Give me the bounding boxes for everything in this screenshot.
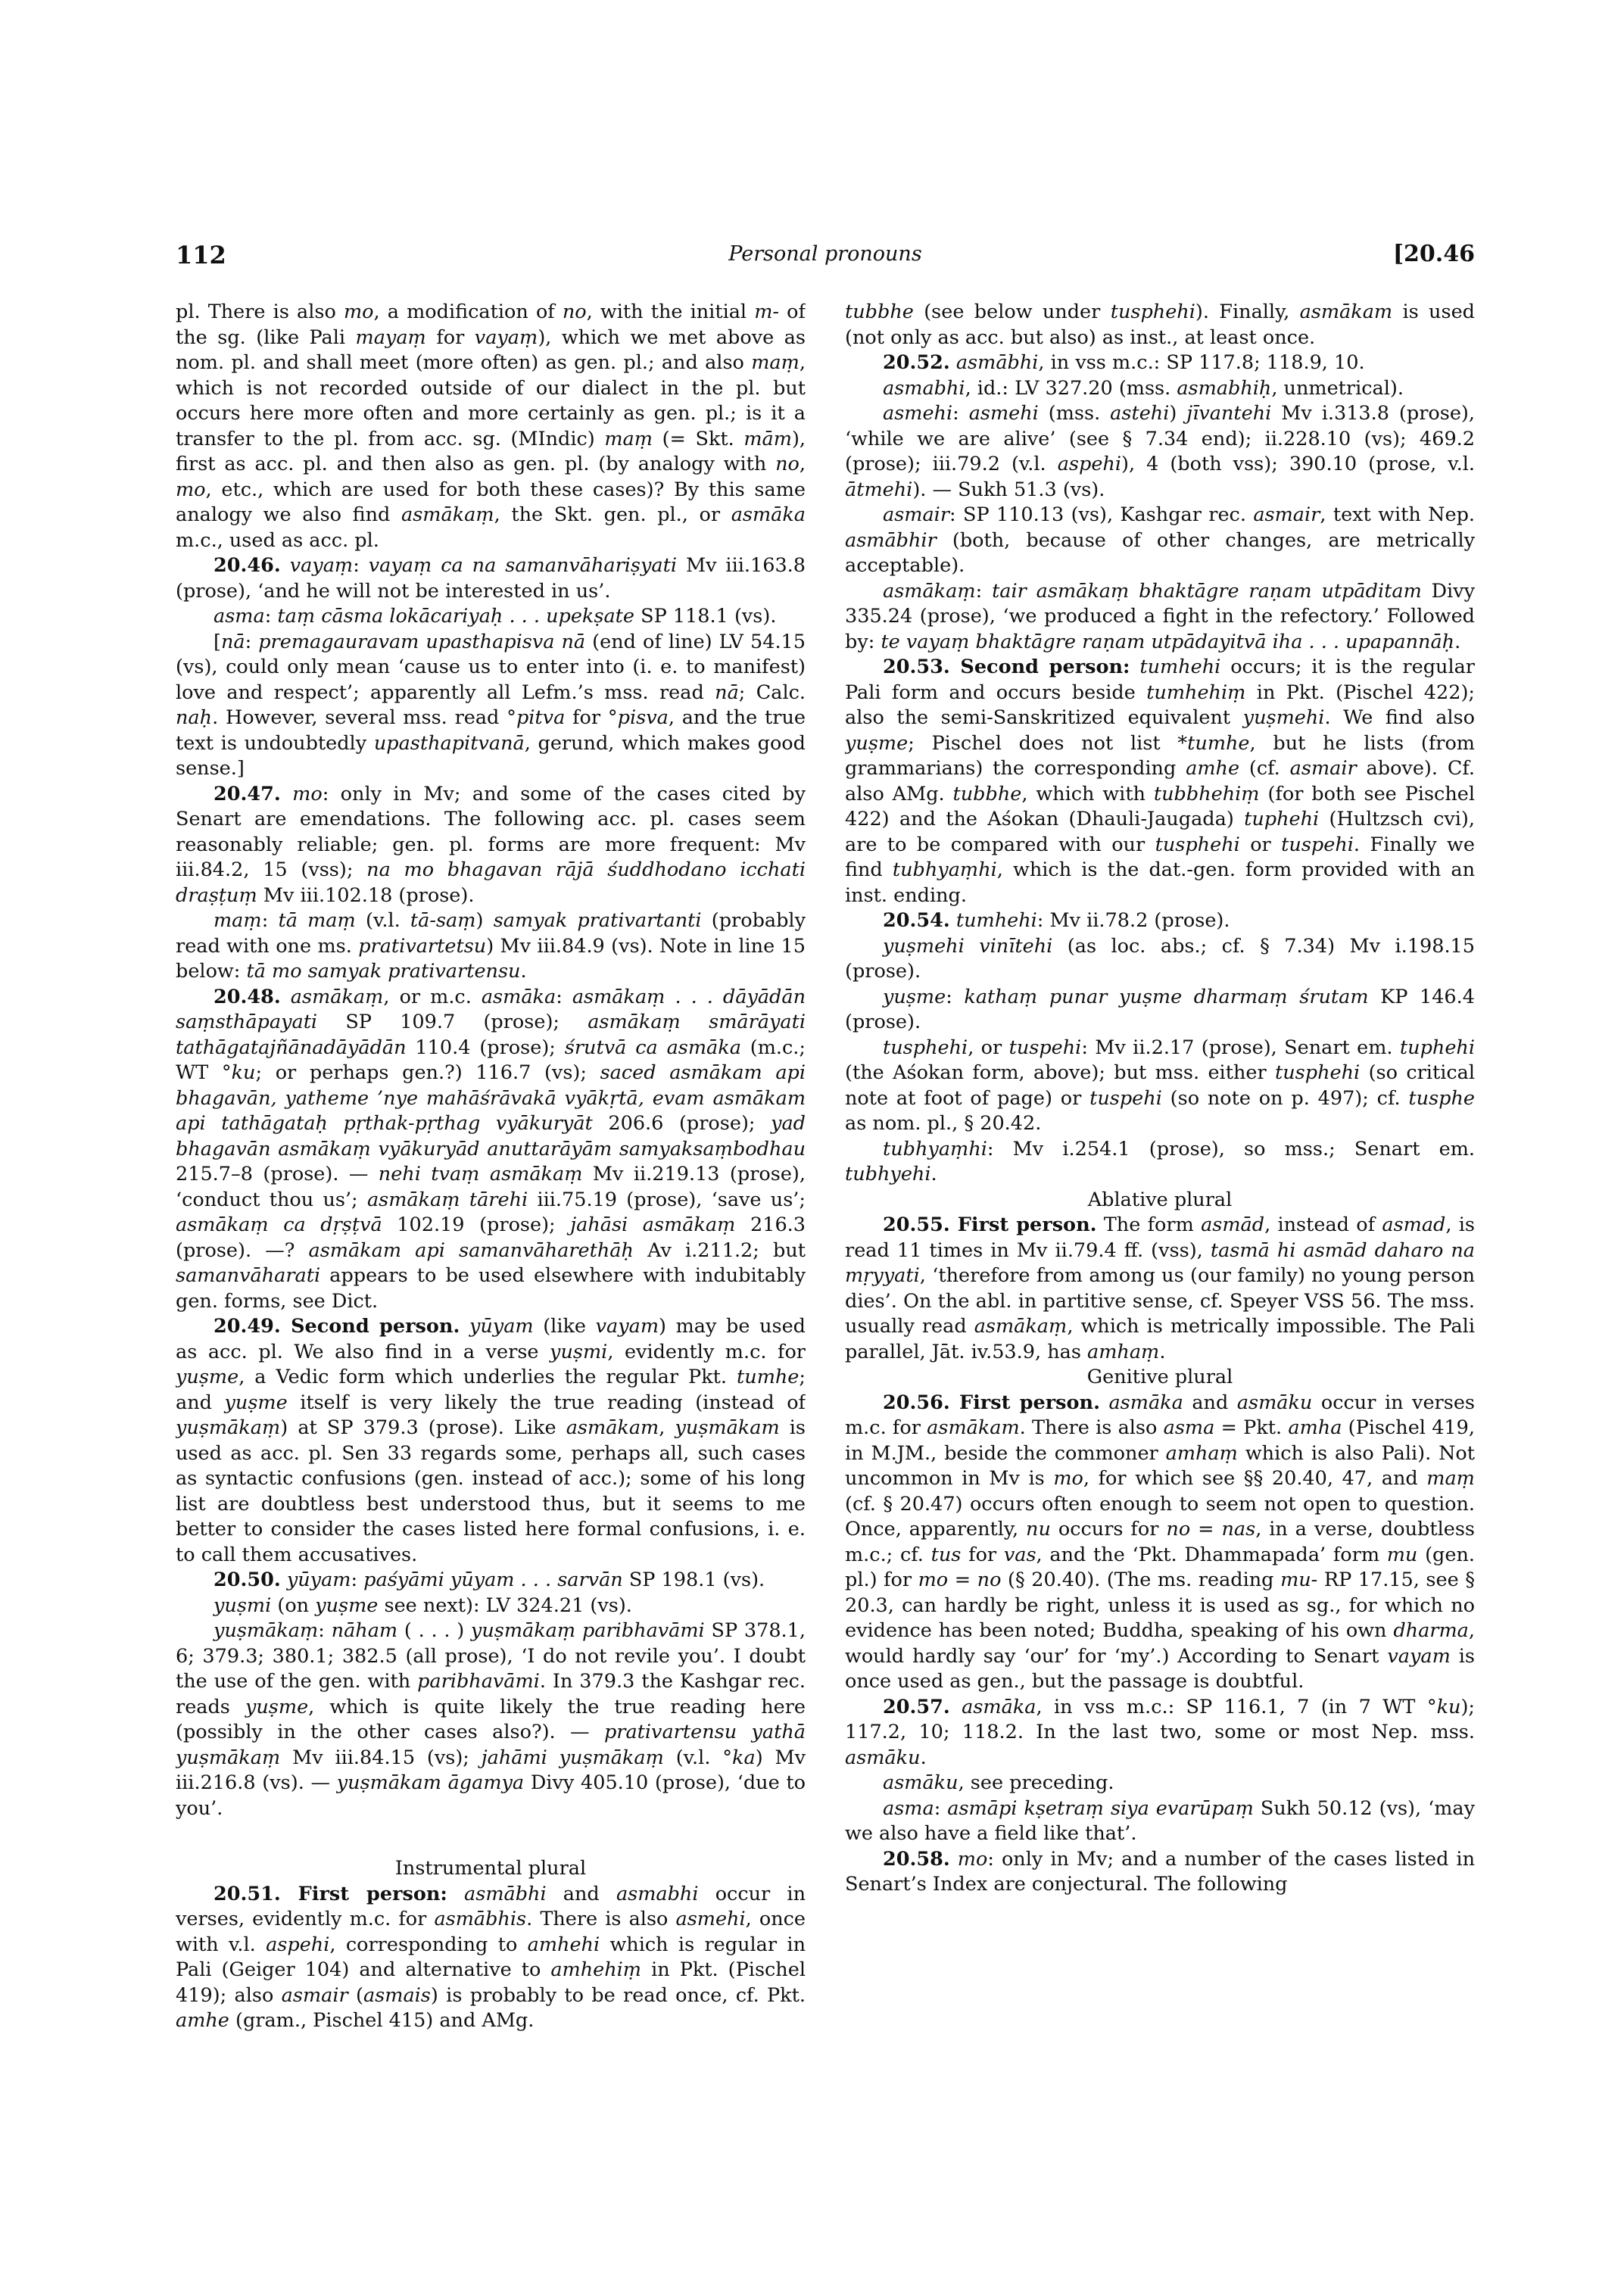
- running-title: Personal pronouns: [728, 242, 922, 266]
- paragraph-asmabhi: asmabhi, id.: LV 327.20 (mss. asmabhiḥ, unmetrical).: [883, 376, 1404, 400]
- paragraph-asma: asma: taṃ cāsma lokācariyaḥ . . . upekṣate SP 118.1 (vs).: [214, 605, 777, 628]
- paragraph-20-58: 20.58. mo: only in Mv; and a number of the cases listed in Senart’s Index are conjectural. The following: [845, 1847, 1475, 1896]
- paragraph-yusmakam: yuṣmākaṃ: nāham ( . . . ) yuṣmākaṃ paribhavāmi SP 378.1, 6; 379.3; 380.1; 382.5 (all prose), ‘I do not revile you’. I doubt the use of the gen. with paribhavāmi. In 379.3 the Kashgar rec. reads yuṣme, which is quite likely the true reading here (possibly in the other cases also?). — prativartensu yathā yuṣmākaṃ Mv iii.84.15 (vs); jahāmi yuṣmākaṃ (v.l. °ka) Mv iii.216.8 (vs). — yuṣmākam āgamya Divy 405.10 (prose), ‘due to you’.: [176, 1619, 806, 1820]
- paragraph-na-note: [nā: premagauravam upasthapisva nā (end of line) LV 54.15 (vs), could only mean ‘cause us to enter into (i. e. to manifest) love and respect’; apparently all Lefm.’s mss. read nā; Calc. naḥ. However, several mss. read °pitva for °pisva, and the true text is undoubtedly upasthapitvanā, gerund, which makes good sense.]: [176, 630, 806, 780]
- paragraph-continuation-right: tubbhe (see below under tusphehi). Finally, asmākam is used (not only as acc. but also) as inst., at least once.: [845, 301, 1475, 349]
- section-marker: [20.46: [1392, 241, 1475, 267]
- paragraph-20-52: 20.52. asmābhi, in vss m.c.: SP 117.8; 118.9, 10.: [883, 351, 1365, 374]
- paragraph-asmakam-inst: asmākaṃ: tair asmākaṃ bhaktāgre raṇam utpāditam Divy 335.24 (prose), ‘we produced a fight in the refectory.’ Followed by: te vayaṃ bhaktāgre raṇam utpādayitvā iha . . . upapannāḥ.: [845, 579, 1475, 653]
- paragraph-asmair: asmair: SP 110.13 (vs), Kashgar rec. asmair, text with Nep. asmābhir (both, because of other changes, are metrically acceptable).: [845, 503, 1475, 577]
- page-header: [176, 241, 1475, 274]
- paragraph-yusme: yuṣme: kathaṃ punar yuṣme dharmaṃ śrutam KP 146.4 (prose).: [845, 985, 1475, 1033]
- heading-genitive-plural: Genitive plural: [1086, 1366, 1233, 1388]
- paragraph-yusmi: yuṣmi (on yuṣme see next): LV 324.21 (vs).: [214, 1594, 632, 1617]
- paragraph-20-54: 20.54. tumhehi: Mv ii.78.2 (prose).: [883, 909, 1230, 932]
- paragraph-20-56: 20.56. First person. asmāka and asmāku occur in verses m.c. for asmākam. There is also asma = Pkt. amha (Pischel 419, in M.JM., beside the commoner amhaṃ which is also Pali). Not uncommon in Mv is mo, for which see §§ 20.40, 47, and maṃ (cf. § 20.47) occurs often enough to seem not open to question. Once, apparently, nu occurs for no = nas, in a verse, doubtless m.c.; cf. tus for vas, and the ‘Pkt. Dhammapada’ form mu (gen. pl.) for mo = no (§ 20.40). (The ms. reading mu- RP 17.15, see § 20.3, can hardly be right, unless it is used as sg., for which no evidence has been noted; Buddha, speaking of his own dharma, would hardly say ‘our’ for ‘my’.) According to Senart vayam is once used as gen., but the passage is doubtful.: [845, 1391, 1475, 1693]
- paragraph-20-51: 20.51. First person: asmābhi and asmabhi occur in verses, evidently m.c. for asmābhis. There is also asmehi, once with v.l. aspehi, corresponding to amhehi which is regular in Pali (Geiger 104) and alternative to amhehiṃ in Pkt. (Pischel 419); also asmair (asmais) is probably to be read once, cf. Pkt. amhe (gram., Pischel 415) and AMg.: [176, 1882, 806, 2032]
- paragraph-20-50: 20.50. yūyam: paśyāmi yūyam . . . sarvān SP 198.1 (vs).: [214, 1569, 765, 1591]
- paragraph-20-46: 20.46. vayaṃ: vayaṃ ca na samanvāhariṣyati Mv iii.163.8 (prose), ‘and he will not be interested in us’.: [176, 554, 806, 603]
- left-column: [176, 300, 806, 2238]
- section-spacer: [176, 1821, 806, 1856]
- paragraph-continuation: pl. There is also mo, a modification of no, with the initial m- of the sg. (like Pali mayaṃ for vayaṃ), which we met above as nom. pl. and shall meet (more often) as gen. pl.; and also maṃ, which is not recorded outside of our dialect in the pl. but occurs here more often and more certainly as gen. pl.; is it a transfer to the pl. from acc. sg. (MIndic) maṃ (= Skt. mām), first as acc. pl. and then also as gen. pl. (by analogy with no, mo, etc., which are used for both these cases)? By this same analogy we also find asmākaṃ, the Skt. gen. pl., or asmāka m.c., used as acc. pl.: [176, 301, 806, 552]
- paragraph-asmehi: asmehi: asmehi (mss. astehi) jīvantehi Mv i.313.8 (prose), ‘while we are alive’ (see § 7.34 end); ii.228.10 (vs); 469.2 (prose); iii.79.2 (v.l. aspehi), 4 (both vss); 390.10 (prose, v.l. ātmehi). — Sukh 51.3 (vs).: [845, 402, 1475, 501]
- page-number: 112: [176, 241, 226, 269]
- paragraph-20-48: 20.48. asmākaṃ, or m.c. asmāka: asmākaṃ . . . dāyādān saṃsthāpayati SP 109.7 (prose); asmākaṃ smārāyati tathāgatajñānadāyādān 110.4 (prose); śrutvā ca asmāka (m.c.; WT °ku; or perhaps gen.?) 116.7 (vs); saced asmākam api bhagavān, yatheme ’nye mahāśrāvakā vyākṛtā, evam asmākam api tathāgataḥ pṛthak-pṛthag vyākuryāt 206.6 (prose); yad bhagavān asmākaṃ vyākuryād anuttarāyām samyaksaṃbodhau 215.7–8 (prose). — nehi tvaṃ asmākaṃ Mv ii.219.13 (prose), ‘conduct thou us’; asmākaṃ tārehi iii.75.19 (prose), ‘save us’; asmākaṃ ca dṛṣṭvā 102.19 (prose); jahāsi asmākaṃ 216.3 (prose). —? asmākam api samanvāharethāḥ Av i.211.2; but samanvāharati appears to be used elsewhere with indubitably gen. forms, see Dict.: [176, 985, 806, 1313]
- paragraph-20-49: 20.49. Second person. yūyam (like vayam) may be used as acc. pl. We also find in a verse yuṣmi, evidently m.c. for yuṣme, a Vedic form which underlies the regular Pkt. tumhe; and yuṣme itself is very likely the true reading (instead of yuṣmākaṃ) at SP 379.3 (prose). Like asmākam, yuṣmākam is used as acc. pl. Sen 33 regards some, perhaps all, such cases as syntactic confusions (gen. instead of acc.); some of his long list are doubtless best understood thus, but it seems to me better to consider the cases listed here formal confusions, i. e. to call them accusatives.: [176, 1315, 806, 1566]
- paragraph-20-57: 20.57. asmāka, in vss m.c.: SP 116.1, 7 (in 7 WT °ku); 117.2, 10; 118.2. In the last two, some or most Nep. mss. asmāku.: [845, 1695, 1475, 1769]
- paragraph-asma-gen: asma: asmāpi kṣetraṃ siya evarūpaṃ Sukh 50.12 (vs), ‘may we also have a field like that’.: [845, 1796, 1475, 1845]
- heading-ablative-plural: Ablative plural: [1087, 1188, 1233, 1211]
- paragraph-asmaku: asmāku, see preceding.: [883, 1771, 1114, 1794]
- paragraph-20-53: 20.53. Second person: tumhehi occurs; it is the regular Pali form and occurs beside tumhehiṃ in Pkt. (Pischel 422); also the semi-Sanskritized equivalent yuṣmehi. We find also yuṣme; Pischel does not list *tumhe, but he lists (from grammarians) the corresponding amhe (cf. asmair above). Cf. also AMg. tubbhe, which with tubbhehiṃ (for both see Pischel 422) and the Aśokan (Dhauli-Jaugada) tuphehi (Hultzsch cvi), are to be compared with our tusphehi or tuspehi. Finally we find tubhyaṃhi, which is the dat.-gen. form provided with an inst. ending.: [845, 656, 1475, 907]
- paragraph-mam: maṃ: tā maṃ (v.l. tā-saṃ) samyak prativartanti (probably read with one ms. prativartetsu) Mv iii.84.9 (vs). Note in line 15 below: tā mo samyak prativartensu.: [176, 909, 806, 983]
- right-column: [845, 300, 1475, 2238]
- paragraph-tubhyamhi: tubhyaṃhi: Mv i.254.1 (prose), so mss.; Senart em. tubhyehi.: [845, 1137, 1475, 1185]
- heading-instrumental-plural: Instrumental plural: [394, 1857, 587, 1880]
- paragraph-yusmehi: yuṣmehi vinītehi (as loc. abs.; cf. § 7.34) Mv i.198.15 (prose).: [845, 934, 1475, 983]
- paragraph-tusphehi: tusphehi, or tuspehi: Mv ii.2.17 (prose), Senart em. tuphehi (the Aśokan form, above); but mss. either tusphehi (so critical note at foot of page) or tuspehi (so note on p. 497); cf. tusphe as nom. pl., § 20.42.: [845, 1036, 1475, 1135]
- paragraph-20-55: 20.55. First person. The form asmād, instead of asmad, is read 11 times in Mv ii.79.4 ff. (vss), tasmā hi asmād daharo na mṛyyati, ‘therefore from among us (our family) no young person dies’. On the abl. in partitive sense, cf. Speyer VSS 56. The mss. usually read asmākaṃ, which is metrically impossible. The Pali parallel, Jāt. iv.53.9, has amhaṃ.: [845, 1213, 1475, 1363]
- paragraph-20-47: 20.47. mo: only in Mv; and some of the cases cited by Senart are emendations. The following acc. pl. cases seem reasonably reliable; gen. pl. forms are more frequent: Mv iii.84.2, 15 (vss); na mo bhagavan rājā śuddhodano icchati draṣṭuṃ Mv iii.102.18 (prose).: [176, 782, 806, 907]
